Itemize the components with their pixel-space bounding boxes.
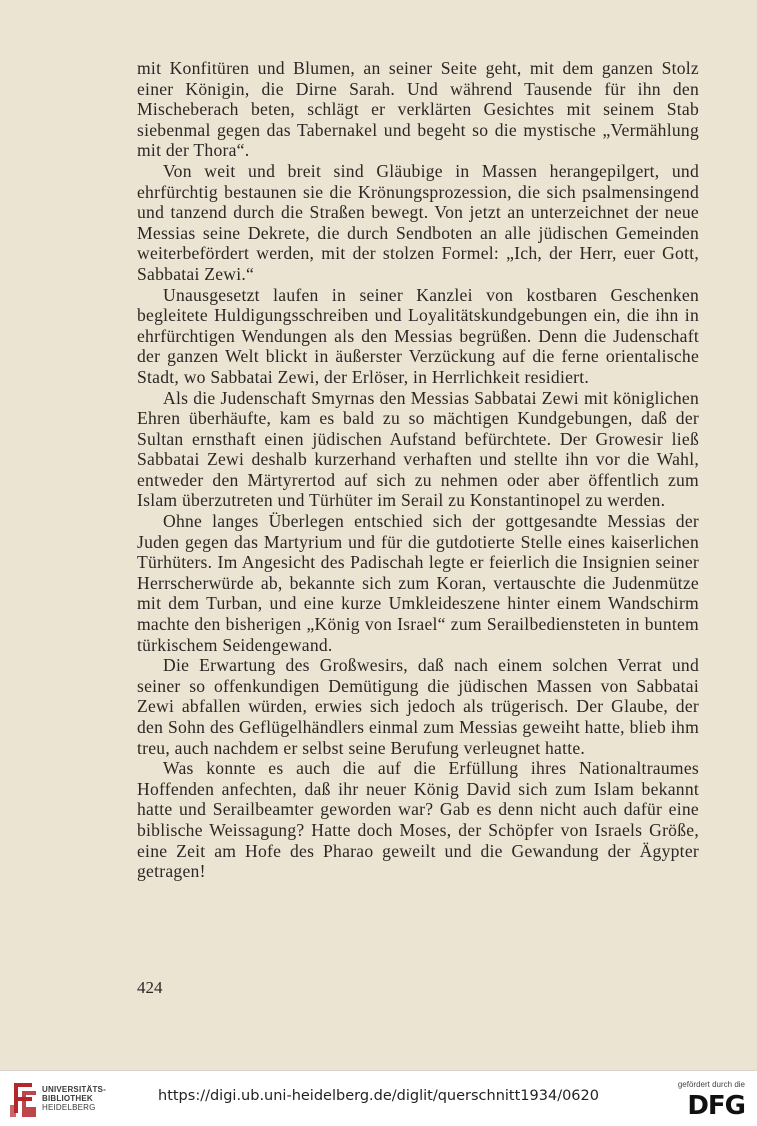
funding-caption: gefördert durch die bbox=[677, 1080, 745, 1089]
library-line-3: HEIDELBERG bbox=[42, 1103, 96, 1112]
footer-bar bbox=[0, 1070, 757, 1126]
dfg-logo: DFG bbox=[687, 1091, 745, 1121]
paragraph-4: Als die Judenschaft Smyrnas den Messias Sabbatai Zewi mit königlichen Ehren überhäufte, kam es bald zu so mächtigen Kundgebungen, daß der Sultan ernsthaft einen jüdischen Aufstand befürchtete. Der Growesir ließ Sabbatai Zewi deshalb kurzerhand verhaften und stellte ihn vor die Wahl, entweder den Märtyrertod auf sich zu nehmen oder aber öffentlich zum Islam überzutreten und Türhüter im Serail zu Konstantinopel zu werden. bbox=[137, 387, 699, 511]
library-line-1: UNIVERSITÄTS- bbox=[42, 1085, 106, 1094]
paragraph-6: Die Erwartung des Großwesirs, daß nach einem solchen Verrat und seiner so offenkundigen Demütigung die jüdischen Massen von Sabbatai Zewi abfallen würden, erwies sich jedoch als trügerisch. Der Glaube, der den Sohn des Geflügelhändlers einmal zum Messias geweiht hatte, blieb ihm treu, auch nachdem er selbst seine Berufung verleugnet hatte. bbox=[137, 655, 699, 758]
paragraph-3: Unausgesetzt laufen in seiner Kanzlei von kostbaren Geschenken begleitete Huldigungsschreiben und Loyalitätskundgebungen ein, die ihn in ehrfürchtigen Wendungen als den Messias begrüßen. Denn die Judenschaft der ganzen Welt blickt in äußerster Verzückung auf die ferne orientalische Stadt, wo Sabbatai Zewi, der Erlöser, in Herrlichkeit residiert. bbox=[137, 284, 699, 387]
paragraph-7: Was konnte es auch die auf die Erfüllung ihres Nationaltraumes Hoffenden anfechten, daß ihr neuer König David sich zum Islam bekannt hatte und Serailbeamter geworden war? Gab es denn nicht auch dafür eine biblische Weissagung? Hatte doch Moses, der Schöpfer von Israels Größe, eine Zeit am Hofe des Pharao geweilt und die Gewandung der Ägypter getragen! bbox=[137, 758, 699, 882]
page-number: 424 bbox=[137, 978, 163, 997]
paragraph-2: Von weit und breit sind Gläubige in Massen herangepilgert, und ehrfürchtig bestaunen sie die Krönungsprozession, die sich psalmensingend und tanzend durch die Straßen bewegt. Von jetzt an unterzeichnet der neue Messias seine Dekrete, die durch Sendboten an alle jüdischen Gemeinden weiterbefördert werden, mit der stolzen Formel: „Ich, der Herr, euer Gott, Sabbatai Zewi.“ bbox=[137, 160, 699, 284]
paragraph-1: mit Konfitüren und Blumen, an seiner Seite geht, mit dem ganzen Stolz einer Königin, die Dirne Sarah. Und während Tausende für ihn den Mischeberach beten, schlägt er verklärten Gesichtes mit seinem Stab siebenmal gegen das Tabernakel und begeht so die mystische „Vermählung mit der Thora“. bbox=[137, 58, 699, 161]
body-text bbox=[137, 58, 699, 882]
paragraph-5: Ohne langes Überlegen entschied sich der gottgesandte Messias der Juden gegen das Martyrium und für die gutdotierte Stelle eines kaiserlichen Türhüters. Im Angesicht des Padischah legte er feierlich die Insignien seiner Herrscherwürde ab, bekannte sich zum Koran, vertauschte die Judenmütze mit dem Turban, und eine kurze Umkleideszene hinter einem Wandschirm machte den bisherigen „König von Israel“ zum Serailbediensteten in buntem türkischem Seidengewand. bbox=[137, 511, 699, 655]
document-url-link[interactable]: https://digi.ub.uni-heidelberg.de/diglit/querschnitt1934/0620 bbox=[158, 1088, 599, 1104]
library-line-2: BIBLIOTHEK bbox=[42, 1094, 93, 1103]
